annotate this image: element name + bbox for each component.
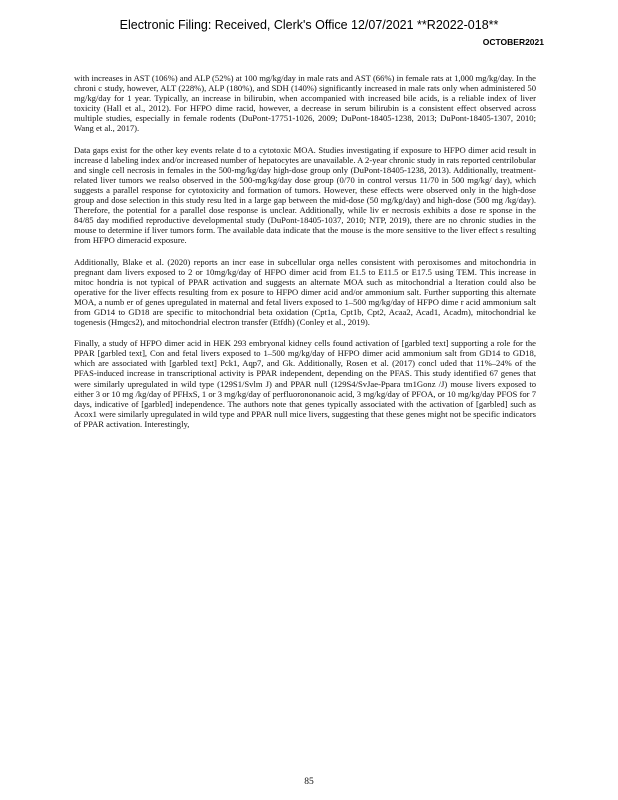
page-number: 85 xyxy=(304,777,314,787)
paragraph: Finally, a study of HFPO dimer acid in HEK 293 embryonal kidney cells found activation of [garbled text] supporting a role for the PPAR [garbled text], Con and fetal livers exposed to 1–500 mg/kg/day of HFPO dimer acid ammonium salt from GD14 to GD18, which are associated with [garbled text] Pck1, Aqp7, and Gk. Additionally, Rosen et al. (2017) concl uded that 11%–24% of the PFAS-induced increase in transcriptional activity is PPAR independent, depending on the PFAS. This study identified 67 genes that were similarly upregulated in wild type (129S1/Svlm J) and PPAR null (129S4/SvJae-Ppara tm1Gonz /J) mouse livers exposed to either 3 or 10 mg /kg/day of PFHxS, 1 or 3 mg/kg/day of perfluorononanoic acid, 3 mg/kg/day of PFOA, or 10 mg/kg/day PFOS for 7 days, indicative of [garbled] independence. The authors note that genes typically associated with the activation of [garbled] such as Acox1 were similarly upregulated in wild type and PPAR null mice livers, suggesting that these genes might not be specific indicators of PPAR activation. Interestingly, xyxy=(74,338,536,429)
paragraph: with increases in AST (106%) and ALP (52%) at 100 mg/kg/day in male rats and AST (66%) in female rats at 1,000 mg/kg/day. In the chroni c study, however, ALT (228%), ALP (180%), and SDH (140%) significantly increased in male rats only when administered 50 mg/kg/day for 1 year. Typically, an increase in bilirubin, when accompanied with increased bile acids, is a reliable index of liver toxicity (Hall et al., 2012). For HFPO dime racid, however, a decrease in serum bilirubin is a consistent effect observed across multiple studies, especially in female rodents (DuPont-17751-1026, 2009; DuPont-18405-1238, 2013; DuPont-18405-1307, 2010; Wang et al., 2017). xyxy=(74,73,536,134)
document-body xyxy=(74,73,536,440)
paragraph: Data gaps exist for the other key events relate d to a cytotoxic MOA. Studies investigating if exposure to HFPO dimer acid result in increase d labeling index and/or increased number of hepatocytes are unavailable. A 2-year chronic study in rats reported centrilobular and single cell necrosis in females in the 500-mg/kg/day high-dose group only (DuPont-18405-1238, 2013). Additionally, treatment-related liver tumors we realso observed in the 500-mg/kg/day dose group (0/70 in control versus 11/70 in 500 mg/kg/ day), which suggests a parallel response for cytotoxicity and formation of tumors. However, these effects were observed only in the high-dose group and dose selection in this study resu lted in a large gap between the mid-dose (50 mg/kg/day) and high-dose (500 mg /kg/day). Therefore, the potential for a parallel dose response is unclear. Additionally, while liv er necrosis exhibits a dose re sponse in the 84/85 day modified reproductive developmental study (DuPont-18405-1037, 2010; NTP, 2019), there are no chronic studies in the mouse to determine if liver tumors form. The available data indicate that the mouse is the more sensitive to the liver effect s resulting from HFPO dimeracid exposure. xyxy=(74,144,536,246)
report-date: OCTOBER2021 xyxy=(482,37,544,47)
paragraph: Additionally, Blake et al. (2020) reports an incr ease in subcellular orga nelles consistent with peroxisomes and mitochondria in pregnant dam livers exposed to 2 or 10mg/kg/day of HFPO dimer acid from E1.5 to E11.5 or E17.5 using TEM. This increase in mitoc hondria is not typical of PPAR activation and suggests an alternate MOA such as mitochondrial a lteration could also be operative for the liver effects resulting from ex posure to HFPO dimer acid and/or ammonium salt. Further supporting this alternate MOA, a numb er of genes upregulated in maternal and fetal livers exposed to 1–500 mg/kg/day of HFPO dime r acid ammonium salt from GD14 to GD18 are specific to mitochondrial beta oxidation (Cpt1a, Cpt1b, Cpt2, Acaa2, Acad1, Acadm), mitochondrial ke togenesis (Hmgcs2), and mitochondrial electron transfer (Etfdh) (Conley et al., 2019). xyxy=(74,256,536,328)
filing-stamp: Electronic Filing: Received, Clerk's Office 12/07/2021 **R2022-018** xyxy=(119,18,499,32)
